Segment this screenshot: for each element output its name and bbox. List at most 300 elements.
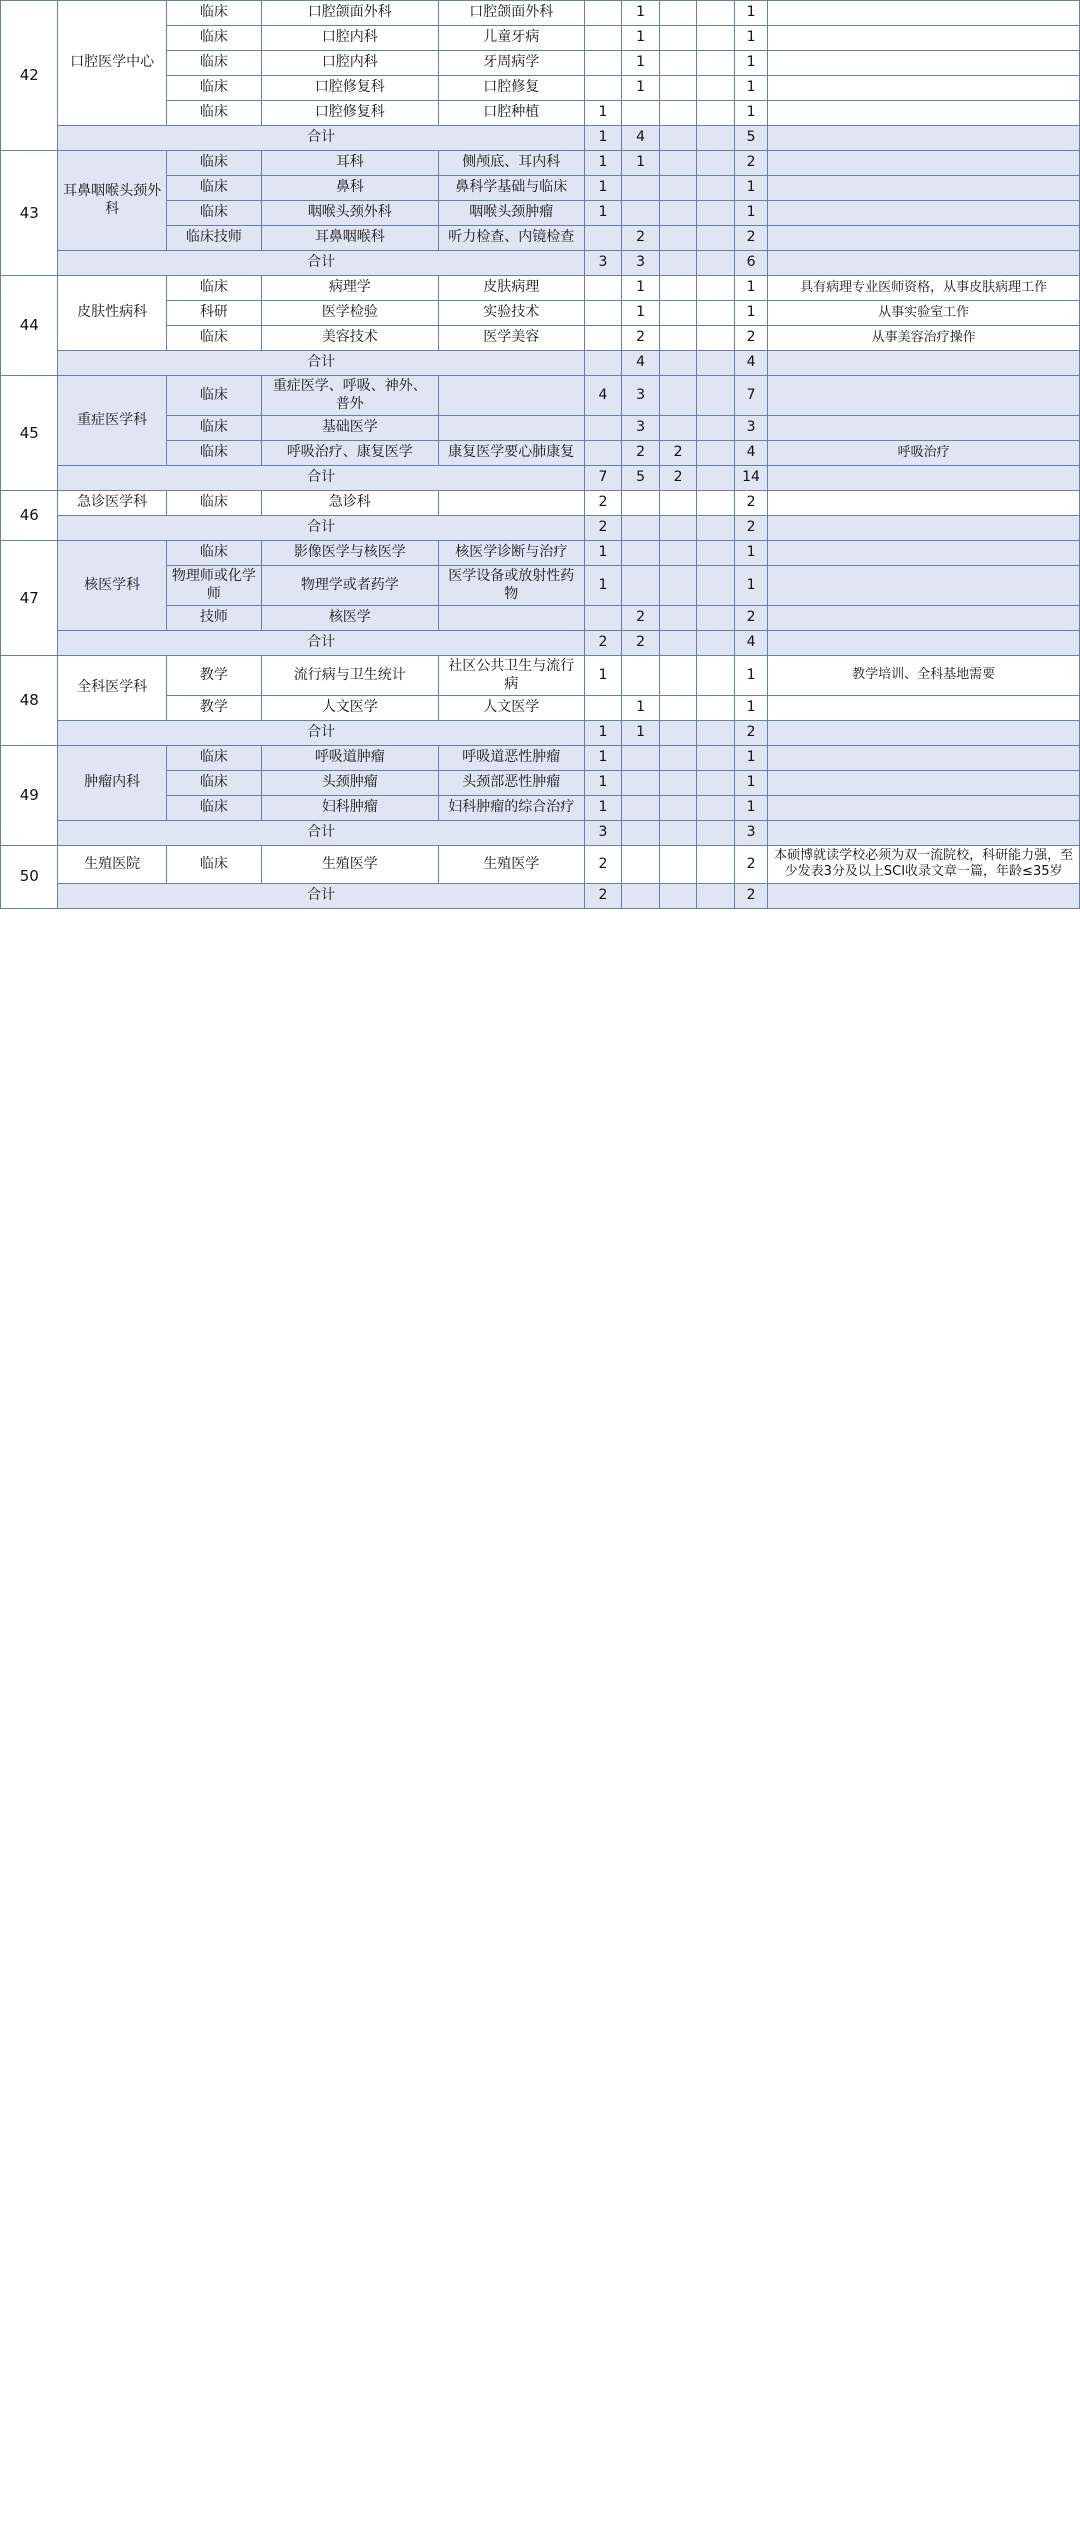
remark-cell (768, 1, 1080, 26)
remark-cell (768, 796, 1080, 821)
count-cell-3 (659, 541, 697, 566)
subtotal-row (1, 351, 1080, 376)
row-total-cell: 2 (734, 326, 767, 351)
remark-cell (768, 51, 1080, 76)
count-cell-1 (584, 441, 622, 466)
major-cell: 物理学或者药学 (261, 566, 438, 606)
staff-type-cell: 技师 (166, 606, 261, 631)
row-index-cell: 50 (1, 846, 58, 909)
staff-type-cell: 临床 (166, 416, 261, 441)
subtotal-remark-cell (768, 126, 1080, 151)
count-cell-2 (622, 771, 660, 796)
subtotal-label: 合计 (58, 631, 584, 656)
major-cell: 耳鼻咽喉科 (261, 226, 438, 251)
subtotal-remark-cell (768, 516, 1080, 541)
row-total-cell: 1 (734, 746, 767, 771)
staff-type-cell: 临床 (166, 151, 261, 176)
row-total-cell: 2 (734, 226, 767, 251)
row-index-cell: 42 (1, 1, 58, 151)
remark-cell: 教学培训、全科基地需要 (768, 656, 1080, 696)
subtotal-count-cell (697, 126, 735, 151)
row-total-cell: 2 (734, 846, 767, 884)
count-cell-3 (659, 76, 697, 101)
subtotal-total-cell: 14 (734, 466, 767, 491)
count-cell-4 (697, 326, 735, 351)
row-total-cell: 4 (734, 441, 767, 466)
count-cell-2 (622, 796, 660, 821)
row-total-cell: 1 (734, 301, 767, 326)
table-row (1, 276, 1080, 301)
count-cell-3 (659, 491, 697, 516)
count-cell-1: 1 (584, 101, 622, 126)
count-cell-4 (697, 76, 735, 101)
subtotal-count-cell: 1 (584, 126, 622, 151)
staff-type-cell: 物理师或化学师 (166, 566, 261, 606)
count-cell-2: 3 (622, 416, 660, 441)
row-total-cell: 1 (734, 51, 767, 76)
count-cell-3 (659, 326, 697, 351)
count-cell-4 (697, 26, 735, 51)
subtotal-remark-cell (768, 351, 1080, 376)
table-row (1, 491, 1080, 516)
major-cell: 基础医学 (261, 416, 438, 441)
major-cell: 人文医学 (261, 696, 438, 721)
count-cell-1: 1 (584, 541, 622, 566)
remark-cell: 本硕博就读学校必须为双一流院校，科研能力强，至少发表3分及以上SCI收录文章一篇，年龄≤35岁 (768, 846, 1080, 884)
staff-type-cell: 临床 (166, 771, 261, 796)
remark-cell (768, 541, 1080, 566)
department-cell: 肿瘤内科 (58, 746, 166, 821)
count-cell-1 (584, 301, 622, 326)
subtotal-count-cell (659, 516, 697, 541)
remark-cell (768, 226, 1080, 251)
count-cell-3 (659, 176, 697, 201)
direction-cell: 头颈部恶性肿瘤 (438, 771, 584, 796)
direction-cell: 咽喉头颈肿瘤 (438, 201, 584, 226)
row-total-cell: 1 (734, 76, 767, 101)
count-cell-4 (697, 101, 735, 126)
row-index-cell: 47 (1, 541, 58, 656)
major-cell: 生殖医学 (261, 846, 438, 884)
count-cell-4 (697, 846, 735, 884)
count-cell-2 (622, 656, 660, 696)
subtotal-count-cell: 2 (584, 516, 622, 541)
major-cell: 医学检验 (261, 301, 438, 326)
department-cell: 急诊医学科 (58, 491, 166, 516)
staff-type-cell: 临床 (166, 176, 261, 201)
row-total-cell: 2 (734, 491, 767, 516)
count-cell-2: 1 (622, 151, 660, 176)
staff-type-cell: 临床 (166, 1, 261, 26)
subtotal-count-cell: 3 (584, 821, 622, 846)
subtotal-total-cell: 5 (734, 126, 767, 151)
subtotal-total-cell: 3 (734, 821, 767, 846)
row-index-cell: 44 (1, 276, 58, 376)
count-cell-2: 2 (622, 326, 660, 351)
staff-type-cell: 临床 (166, 746, 261, 771)
count-cell-1 (584, 416, 622, 441)
direction-cell: 鼻科学基础与临床 (438, 176, 584, 201)
count-cell-2 (622, 566, 660, 606)
subtotal-total-cell: 6 (734, 251, 767, 276)
table-row (1, 746, 1080, 771)
remark-cell (768, 491, 1080, 516)
direction-cell: 口腔修复 (438, 76, 584, 101)
major-cell: 急诊科 (261, 491, 438, 516)
direction-cell: 社区公共卫生与流行病 (438, 656, 584, 696)
subtotal-count-cell (584, 351, 622, 376)
major-cell: 口腔修复科 (261, 101, 438, 126)
count-cell-4 (697, 176, 735, 201)
table-row (1, 656, 1080, 696)
subtotal-count-cell: 7 (584, 466, 622, 491)
count-cell-3 (659, 201, 697, 226)
count-cell-1: 1 (584, 201, 622, 226)
count-cell-4 (697, 541, 735, 566)
row-total-cell: 1 (734, 656, 767, 696)
count-cell-3 (659, 566, 697, 606)
subtotal-count-cell (697, 466, 735, 491)
count-cell-3 (659, 606, 697, 631)
subtotal-count-cell (659, 251, 697, 276)
subtotal-count-cell (659, 631, 697, 656)
major-cell: 重症医学、呼吸、神外、普外 (261, 376, 438, 416)
direction-cell (438, 376, 584, 416)
direction-cell: 医学美容 (438, 326, 584, 351)
row-total-cell: 7 (734, 376, 767, 416)
count-cell-2: 1 (622, 696, 660, 721)
count-cell-2: 3 (622, 376, 660, 416)
major-cell: 耳科 (261, 151, 438, 176)
subtotal-count-cell: 3 (622, 251, 660, 276)
staff-type-cell: 科研 (166, 301, 261, 326)
subtotal-count-cell (659, 721, 697, 746)
count-cell-1 (584, 76, 622, 101)
staff-type-cell: 临床 (166, 201, 261, 226)
count-cell-4 (697, 491, 735, 516)
major-cell: 呼吸治疗、康复医学 (261, 441, 438, 466)
subtotal-count-cell (697, 251, 735, 276)
major-cell: 口腔内科 (261, 26, 438, 51)
remark-cell (768, 606, 1080, 631)
count-cell-1 (584, 276, 622, 301)
direction-cell (438, 491, 584, 516)
subtotal-count-cell: 3 (584, 251, 622, 276)
count-cell-2 (622, 491, 660, 516)
count-cell-2 (622, 846, 660, 884)
count-cell-2: 2 (622, 226, 660, 251)
department-cell: 重症医学科 (58, 376, 166, 466)
direction-cell: 牙周病学 (438, 51, 584, 76)
remark-cell (768, 101, 1080, 126)
count-cell-3 (659, 101, 697, 126)
major-cell: 鼻科 (261, 176, 438, 201)
remark-cell (768, 76, 1080, 101)
count-cell-2: 1 (622, 1, 660, 26)
major-cell: 口腔修复科 (261, 76, 438, 101)
count-cell-1 (584, 26, 622, 51)
subtotal-label: 合计 (58, 351, 584, 376)
remark-cell (768, 176, 1080, 201)
department-cell: 口腔医学中心 (58, 1, 166, 126)
major-cell: 流行病与卫生统计 (261, 656, 438, 696)
count-cell-2 (622, 101, 660, 126)
major-cell: 口腔内科 (261, 51, 438, 76)
subtotal-count-cell: 4 (622, 126, 660, 151)
direction-cell: 核医学诊断与治疗 (438, 541, 584, 566)
subtotal-row (1, 516, 1080, 541)
staff-type-cell: 教学 (166, 696, 261, 721)
count-cell-2: 1 (622, 26, 660, 51)
count-cell-3 (659, 301, 697, 326)
staff-type-cell: 临床 (166, 796, 261, 821)
recruitment-table-view (0, 0, 1080, 909)
count-cell-1: 1 (584, 771, 622, 796)
staff-type-cell: 临床 (166, 541, 261, 566)
count-cell-4 (697, 441, 735, 466)
direction-cell: 口腔种植 (438, 101, 584, 126)
direction-cell: 妇科肿瘤的综合治疗 (438, 796, 584, 821)
count-cell-1: 2 (584, 491, 622, 516)
table-row (1, 541, 1080, 566)
count-cell-3 (659, 276, 697, 301)
subtotal-remark-cell (768, 466, 1080, 491)
count-cell-3 (659, 696, 697, 721)
subtotal-label: 合计 (58, 126, 584, 151)
count-cell-4 (697, 746, 735, 771)
major-cell: 影像医学与核医学 (261, 541, 438, 566)
department-cell: 全科医学科 (58, 656, 166, 721)
count-cell-1 (584, 51, 622, 76)
staff-type-cell: 教学 (166, 656, 261, 696)
subtotal-count-cell: 5 (622, 466, 660, 491)
subtotal-row (1, 631, 1080, 656)
staff-type-cell: 临床技师 (166, 226, 261, 251)
count-cell-4 (697, 226, 735, 251)
subtotal-count-cell: 2 (659, 466, 697, 491)
remark-cell (768, 201, 1080, 226)
row-total-cell: 1 (734, 176, 767, 201)
subtotal-count-cell (659, 821, 697, 846)
row-total-cell: 1 (734, 541, 767, 566)
subtotal-row (1, 883, 1080, 908)
direction-cell: 康复医学要心肺康复 (438, 441, 584, 466)
department-cell: 皮肤性病科 (58, 276, 166, 351)
row-total-cell: 1 (734, 796, 767, 821)
row-total-cell: 2 (734, 606, 767, 631)
count-cell-4 (697, 51, 735, 76)
subtotal-row (1, 126, 1080, 151)
count-cell-3 (659, 376, 697, 416)
remark-cell (768, 696, 1080, 721)
subtotal-count-cell (659, 883, 697, 908)
table-row (1, 1, 1080, 26)
row-index-cell: 49 (1, 746, 58, 846)
subtotal-remark-cell (768, 251, 1080, 276)
count-cell-2: 2 (622, 606, 660, 631)
count-cell-4 (697, 771, 735, 796)
count-cell-2: 1 (622, 51, 660, 76)
remark-cell (768, 151, 1080, 176)
row-total-cell: 1 (734, 566, 767, 606)
major-cell: 呼吸道肿瘤 (261, 746, 438, 771)
row-total-cell: 1 (734, 276, 767, 301)
count-cell-4 (697, 796, 735, 821)
direction-cell: 实验技术 (438, 301, 584, 326)
count-cell-1: 1 (584, 566, 622, 606)
remark-cell (768, 26, 1080, 51)
row-total-cell: 1 (734, 1, 767, 26)
subtotal-row (1, 251, 1080, 276)
direction-cell: 侧颅底、耳内科 (438, 151, 584, 176)
row-index-cell: 48 (1, 656, 58, 746)
count-cell-1 (584, 326, 622, 351)
remark-cell: 呼吸治疗 (768, 441, 1080, 466)
direction-cell: 儿童牙病 (438, 26, 584, 51)
row-index-cell: 46 (1, 491, 58, 541)
subtotal-label: 合计 (58, 466, 584, 491)
major-cell: 病理学 (261, 276, 438, 301)
count-cell-4 (697, 606, 735, 631)
subtotal-count-cell (622, 883, 660, 908)
subtotal-label: 合计 (58, 883, 584, 908)
count-cell-2 (622, 541, 660, 566)
table-row (1, 151, 1080, 176)
count-cell-3 (659, 226, 697, 251)
count-cell-1: 2 (584, 846, 622, 884)
row-total-cell: 1 (734, 26, 767, 51)
table-row (1, 846, 1080, 884)
direction-cell: 生殖医学 (438, 846, 584, 884)
count-cell-1 (584, 696, 622, 721)
major-cell: 咽喉头颈外科 (261, 201, 438, 226)
subtotal-count-cell (697, 516, 735, 541)
remark-cell: 具有病理专业医师资格，从事皮肤病理工作 (768, 276, 1080, 301)
count-cell-1: 1 (584, 746, 622, 771)
count-cell-1: 1 (584, 796, 622, 821)
subtotal-remark-cell (768, 821, 1080, 846)
remark-cell (768, 376, 1080, 416)
subtotal-remark-cell (768, 721, 1080, 746)
major-cell: 口腔颌面外科 (261, 1, 438, 26)
count-cell-2 (622, 746, 660, 771)
row-total-cell: 3 (734, 416, 767, 441)
staff-type-cell: 临床 (166, 51, 261, 76)
direction-cell: 呼吸道恶性肿瘤 (438, 746, 584, 771)
subtotal-remark-cell (768, 631, 1080, 656)
count-cell-3 (659, 771, 697, 796)
count-cell-1 (584, 1, 622, 26)
subtotal-count-cell (697, 631, 735, 656)
count-cell-1: 1 (584, 176, 622, 201)
count-cell-3 (659, 746, 697, 771)
direction-cell: 听力检查、内镜检查 (438, 226, 584, 251)
count-cell-1: 1 (584, 656, 622, 696)
row-total-cell: 1 (734, 696, 767, 721)
count-cell-4 (697, 416, 735, 441)
subtotal-total-cell: 2 (734, 516, 767, 541)
row-index-cell: 45 (1, 376, 58, 491)
subtotal-row (1, 466, 1080, 491)
remark-cell (768, 566, 1080, 606)
count-cell-2 (622, 201, 660, 226)
subtotal-count-cell: 1 (622, 721, 660, 746)
count-cell-1 (584, 226, 622, 251)
row-total-cell: 1 (734, 201, 767, 226)
count-cell-4 (697, 276, 735, 301)
subtotal-count-cell (622, 821, 660, 846)
count-cell-4 (697, 1, 735, 26)
direction-cell (438, 416, 584, 441)
subtotal-total-cell: 4 (734, 631, 767, 656)
subtotal-count-cell (659, 126, 697, 151)
department-cell: 核医学科 (58, 541, 166, 631)
count-cell-1: 1 (584, 151, 622, 176)
count-cell-3 (659, 656, 697, 696)
count-cell-2 (622, 176, 660, 201)
subtotal-row (1, 721, 1080, 746)
staff-type-cell: 临床 (166, 26, 261, 51)
subtotal-count-cell (697, 883, 735, 908)
subtotal-count-cell (697, 351, 735, 376)
staff-type-cell: 临床 (166, 846, 261, 884)
row-total-cell: 1 (734, 771, 767, 796)
subtotal-count-cell: 1 (584, 721, 622, 746)
subtotal-label: 合计 (58, 251, 584, 276)
subtotal-label: 合计 (58, 821, 584, 846)
count-cell-1 (584, 606, 622, 631)
department-cell: 生殖医院 (58, 846, 166, 884)
major-cell: 头颈肿瘤 (261, 771, 438, 796)
count-cell-3 (659, 416, 697, 441)
table-body (1, 1, 1080, 909)
count-cell-2: 1 (622, 76, 660, 101)
recruitment-table (0, 0, 1080, 909)
major-cell: 美容技术 (261, 326, 438, 351)
subtotal-count-cell (622, 516, 660, 541)
count-cell-4 (697, 376, 735, 416)
count-cell-3 (659, 796, 697, 821)
major-cell: 核医学 (261, 606, 438, 631)
subtotal-remark-cell (768, 883, 1080, 908)
direction-cell (438, 606, 584, 631)
count-cell-3 (659, 26, 697, 51)
subtotal-count-cell: 2 (584, 631, 622, 656)
staff-type-cell: 临床 (166, 441, 261, 466)
direction-cell: 人文医学 (438, 696, 584, 721)
subtotal-label: 合计 (58, 516, 584, 541)
staff-type-cell: 临床 (166, 491, 261, 516)
direction-cell: 口腔颌面外科 (438, 1, 584, 26)
count-cell-4 (697, 656, 735, 696)
subtotal-total-cell: 4 (734, 351, 767, 376)
count-cell-3 (659, 151, 697, 176)
direction-cell: 医学设备或放射性药物 (438, 566, 584, 606)
subtotal-count-cell: 4 (622, 351, 660, 376)
count-cell-4 (697, 696, 735, 721)
subtotal-count-cell: 2 (584, 883, 622, 908)
remark-cell (768, 746, 1080, 771)
subtotal-label: 合计 (58, 721, 584, 746)
subtotal-count-cell (697, 721, 735, 746)
remark-cell: 从事美容治疗操作 (768, 326, 1080, 351)
row-total-cell: 2 (734, 151, 767, 176)
count-cell-3 (659, 1, 697, 26)
count-cell-4 (697, 301, 735, 326)
count-cell-3 (659, 846, 697, 884)
subtotal-count-cell (697, 821, 735, 846)
count-cell-3: 2 (659, 441, 697, 466)
